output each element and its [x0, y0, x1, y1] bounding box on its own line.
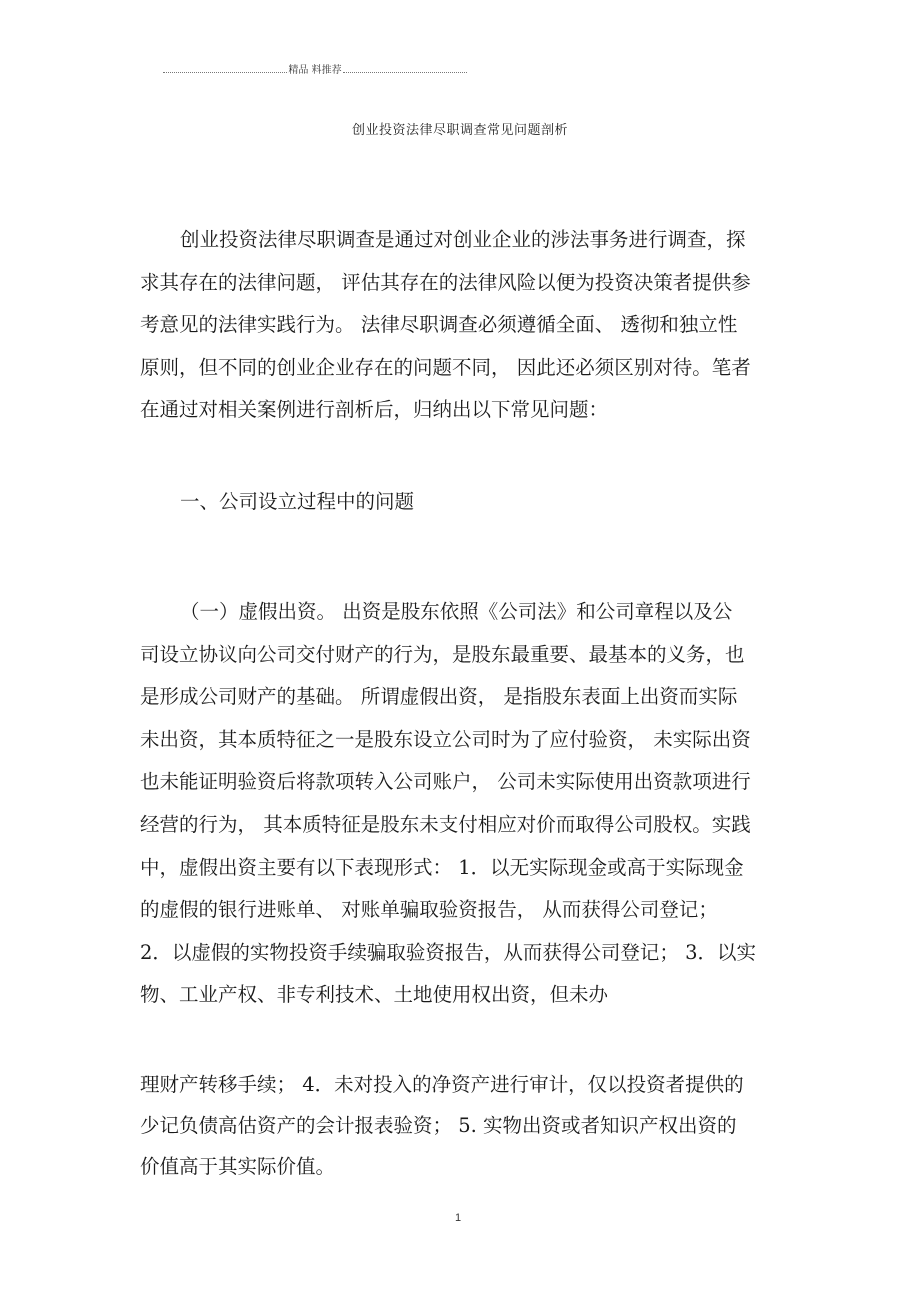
- intro-paragraph: [140, 219, 780, 432]
- section-heading: 一、公司设立过程中的问题: [180, 490, 415, 513]
- paragraph-line: 的虚假的银行进账单、 对账单骗取验资报告， 从而获得公司登记；: [140, 898, 718, 922]
- paragraph-line: 是形成公司财产的基础。 所谓虚假出资， 是指股东表面上出资而实际: [140, 685, 738, 709]
- document-header: [163, 64, 467, 78]
- paragraph-line: 原则，但不同的创业企业存在的问题不同， 因此还必须区别对待。笔者: [140, 355, 751, 379]
- page-number: 1: [455, 1212, 462, 1224]
- paragraph-line: 物、工业产权、非专利技术、土地使用权出资，但未办: [140, 983, 609, 1007]
- header-label: 精品 料推荐: [288, 65, 342, 76]
- header-dotted-rule-left: [163, 72, 287, 73]
- paragraph-line: （一）虚假出资。 出资是股东依照《公司法》和公司章程以及公: [180, 600, 733, 623]
- paragraph-line: 考意见的法律实践行为。 法律尽职调查必须遵循全面、 透彻和独立性: [140, 313, 738, 337]
- paragraph-line: 理财产转移手续； 4．未对投入的净资产进行审计，仅以投资者提供的: [140, 1073, 744, 1096]
- paragraph-line: 中，虚假出资主要有以下表现形式： 1．以无实际现金或高于实际现金: [140, 855, 744, 879]
- paragraph-line: 司设立协议向公司交付财产的行为，是股东最重要、最基本的义务，也: [140, 642, 745, 666]
- paragraph-line: 少记负债高估资产的会计报表验资； 5. 实物出资或者知识产权出资的: [140, 1114, 737, 1137]
- paragraph-line: 也未能证明验资后将款项转入公司账户， 公司未实际使用出资款项进行: [140, 770, 751, 794]
- paragraph-line: 创业投资法律尽职调查是通过对创业企业的涉法事务进行调查，探: [180, 228, 746, 251]
- paragraph-line: 在通过对相关案例进行剖析后，归纳出以下常见问题：: [140, 398, 609, 422]
- paragraph-line: 未出资，其本质特征之一是股东设立公司时为了应付验资， 未实际出资: [140, 727, 751, 751]
- paragraph-line: 经营的行为， 其本质特征是股东未支付相应对价而取得公司股权。实践: [140, 812, 751, 836]
- subsection-paragraph-continued: [140, 1064, 780, 1187]
- header-dotted-rule-right: [343, 72, 467, 73]
- document-title: 创业投资法律尽职调查常见问题剖析: [351, 123, 568, 138]
- paragraph-line: 2．以虚假的实物投资手续骗取验资报告，从而获得公司登记； 3．以实: [140, 940, 757, 964]
- paragraph-line: 价值高于其实际价值。: [140, 1155, 336, 1178]
- paragraph-line: 求其存在的法律问题， 评估其存在的法律风险以便为投资决策者提供参: [140, 270, 751, 294]
- subsection-paragraph: [140, 591, 780, 1017]
